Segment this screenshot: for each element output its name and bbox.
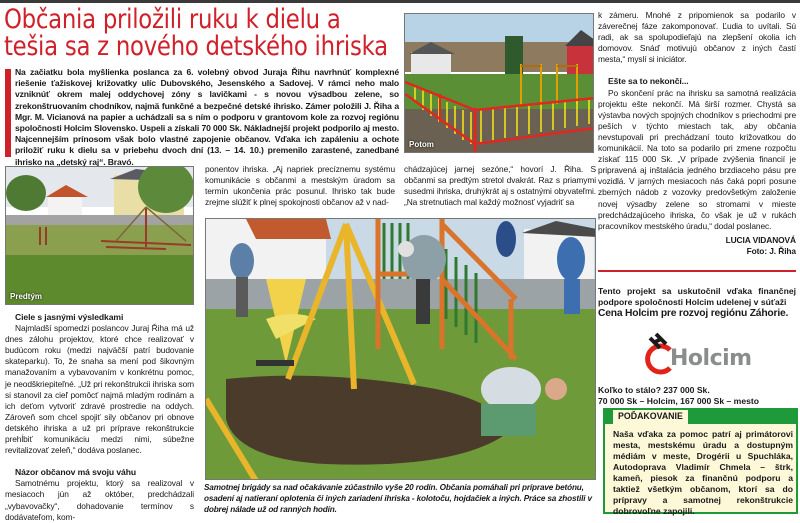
playground-before-image xyxy=(6,167,194,305)
headline: Občania priložili ruku k dielu a tešia sa z nového detského ihriska xyxy=(4,4,388,62)
photo-label-after: Potom xyxy=(409,140,434,149)
thanks-body: Naša vďaka za pomoc patrí aj primátorovi mesta, mestskému úradu a dostupným médiám v meste, Drogérii u Spuchláka, Autodoprava Vladimír Chmela – štrk, kameň, piesok za finančnú podporu a taktiež všetkým občanom, ktorí sa do prípravy a samotnej rekonštrukcie dobrovoľne zapojili. xyxy=(613,429,793,516)
paragraph-col2: ponentov ihriska. „Aj napriek precíznemu systému komunikácie s občanmi a mestským úradom sa termín ukončenia prác posunul. Ihrisko tak bude zrejme slúžiť k plnej spokojnosti občanov až v nad- xyxy=(205,164,395,208)
author-name: LUCIA VIDANOVÁ xyxy=(725,234,796,245)
lead-accent-bar xyxy=(5,69,11,157)
cost-breakdown: 70 000 Sk – Holcim, 167 000 Sk – mesto xyxy=(598,396,759,406)
subheading-not-over: Ešte sa to nekončí... xyxy=(608,76,689,87)
thanks-header-bar xyxy=(605,410,796,424)
thanks-title: POĎAKOVANIE xyxy=(613,410,688,424)
section-divider xyxy=(598,270,796,272)
subheading-opinion: Názor občanov má svoju váhu xyxy=(15,467,136,478)
column-4 xyxy=(598,10,796,257)
thanks-box xyxy=(603,408,798,514)
lead-paragraph: Na začiatku bola myšlienka poslanca za 6. volebný obvod Juraja Řihu navrhnúť komplexné riešenie ťažiskovej križovatky ulíc Dubovského, Jesenského a Sadovej. V rámci neho malo vzniknúť okrem malej oddychovej zóny s lavičkami - s novou výsadbou zelene, so zrekonštruovaním chodníkov, najmä funkčné a bezpečné detské ihrisko. Zámer položili J. Řiha a Mgr. M. Vicianová na papier a uchádzali sa s ním o podporu v grantovom kole za rozvoj regiónu spoločnosti Holcim Slovensko. Uspeli a získali 70 000 Sk. Nákladnejší projekt podporilo aj mesto. Najcennejším prínosom však bolo vlastné zapojenie občanov. Vďaka ich zapáleniu a ochote priložiť ruku k dielu sa v priebehu dvoch dní (13. – 14. 10.) premenilo zarastené, zanedbané ihrisko na „detský raj“. Bravó. xyxy=(15,67,399,167)
paragraph-col4-intro: k zámeru. Mnohé z pripomienok sa podarilo v záverečnej fáze zakomponovať. Ľudia to uvítali. Sú radi, ak sa spolupodieľajú na zlepšení okolia ich domovov. Snáď motivujú občanov z iných častí mesta,“ myslí si iniciátor. xyxy=(598,10,796,65)
paragraph-col3: chádzajúcej jarnej sezóne,“ hovorí J. Řiha. S občanmi sa predtým stretol dvakrát. Raz s priamymi susedmi ihriska, druhýkrát aj s ostatnými obyvateľmi. „Na stretnutiach mal každý možnosť vyjadriť sa xyxy=(404,164,596,208)
sponsor-note xyxy=(598,286,796,319)
column-2 xyxy=(205,164,395,208)
photo-caption: Samotnej brigády sa nad očakávanie zúčastnilo vyše 20 rodín. Občania pomáhali pri príprave betónu, osadení aj natieraní oplotenia či iných zariadení ihriska - kolotoču, hojdačiek a iných. Práce sa zhostili v dobrej nálade už od ranných hodín. xyxy=(204,483,592,514)
photo-after xyxy=(404,13,594,153)
sponsor-intro: Tento projekt sa uskutočnil vďaka finančnej podpore spoločnosti Holcim udelenej v súťaži xyxy=(598,286,796,307)
cost-summary xyxy=(598,385,798,407)
paragraph-not-over: Po skončení prác na ihrisku sa samotná realizácia projektu ešte nekončí. Má širší rozmer. Chystá sa výstavba nových spojných chodníkov s priechodmi pre peších v týchto miestach tak, aby občania nevstupovali pri prechádzaní touto križovatkou do komunikácií. Na toto sa podarilo pri zmene rozpočtu získať 115 000 Sk. „V prípade zvýšenia financií je pripravená aj inštalácia jedného brzdiaceho pásu pre vozidlá. V jarných mesiacoch nás čaká popri posune zberných nádob z vozovky predovšetkým založenie novej výsadby zelene so stromami v mieste predchádzajúceho ihriska, čo však je už v rukách pracovníkov mestského úradu,“ dodal poslanec. xyxy=(598,87,796,231)
holcim-logo xyxy=(640,332,760,382)
photo-credit: Foto: J. Řiha xyxy=(746,245,796,256)
paragraph-opinion: Samotnému projektu, ktorý sa realizoval v mesiacoch jún až október, predchádzali „vybavovačky“, dohadovanie termínov s dodávateľom, kom- xyxy=(5,478,194,522)
holcim-logo-text: Holcim xyxy=(670,346,752,371)
column-1 xyxy=(5,312,194,523)
paragraph-goals: Najmladší spomedzi poslancov Juraj Řiha má už dnes zálohu projektov, ktoré chce realizovať v budúcom roku (medzi najväčší patrí budovanie skateparku). To, že snaha sa mení pod šikovným manažovaním a vybavovaním v konkrétnu pomoc, je neodškriepiteľné. „Už pri rekonštrukcii ihriska som si stanovil za cieľ pomôcť najmä mladým rodinám a ich deťom vytvoriť zdravé prostredie na oddych. Zároveň som chcel spojiť sily občanov pri obnove detského ihriska a už pri príprave rekonštrukcie prehĺbiť komunikáciu medzi nimi, súbežne revitalizovať zeleň,“ dodáva poslanec. xyxy=(5,323,194,456)
photo-label-before: Predtým xyxy=(10,292,43,301)
cost-total: Koľko to stálo? 237 000 Sk. xyxy=(598,385,710,395)
sponsor-award: Cena Holcim pre rozvoj regiónu Záhorie. xyxy=(598,308,789,319)
top-rule xyxy=(0,0,800,3)
subheading-goals: Ciele s jasnými výsledkami xyxy=(15,312,124,322)
volunteers-working-image xyxy=(206,219,596,480)
photo-brigade xyxy=(205,218,596,480)
column-3 xyxy=(404,164,596,208)
playground-after-image xyxy=(405,14,594,153)
photo-before xyxy=(5,166,194,305)
